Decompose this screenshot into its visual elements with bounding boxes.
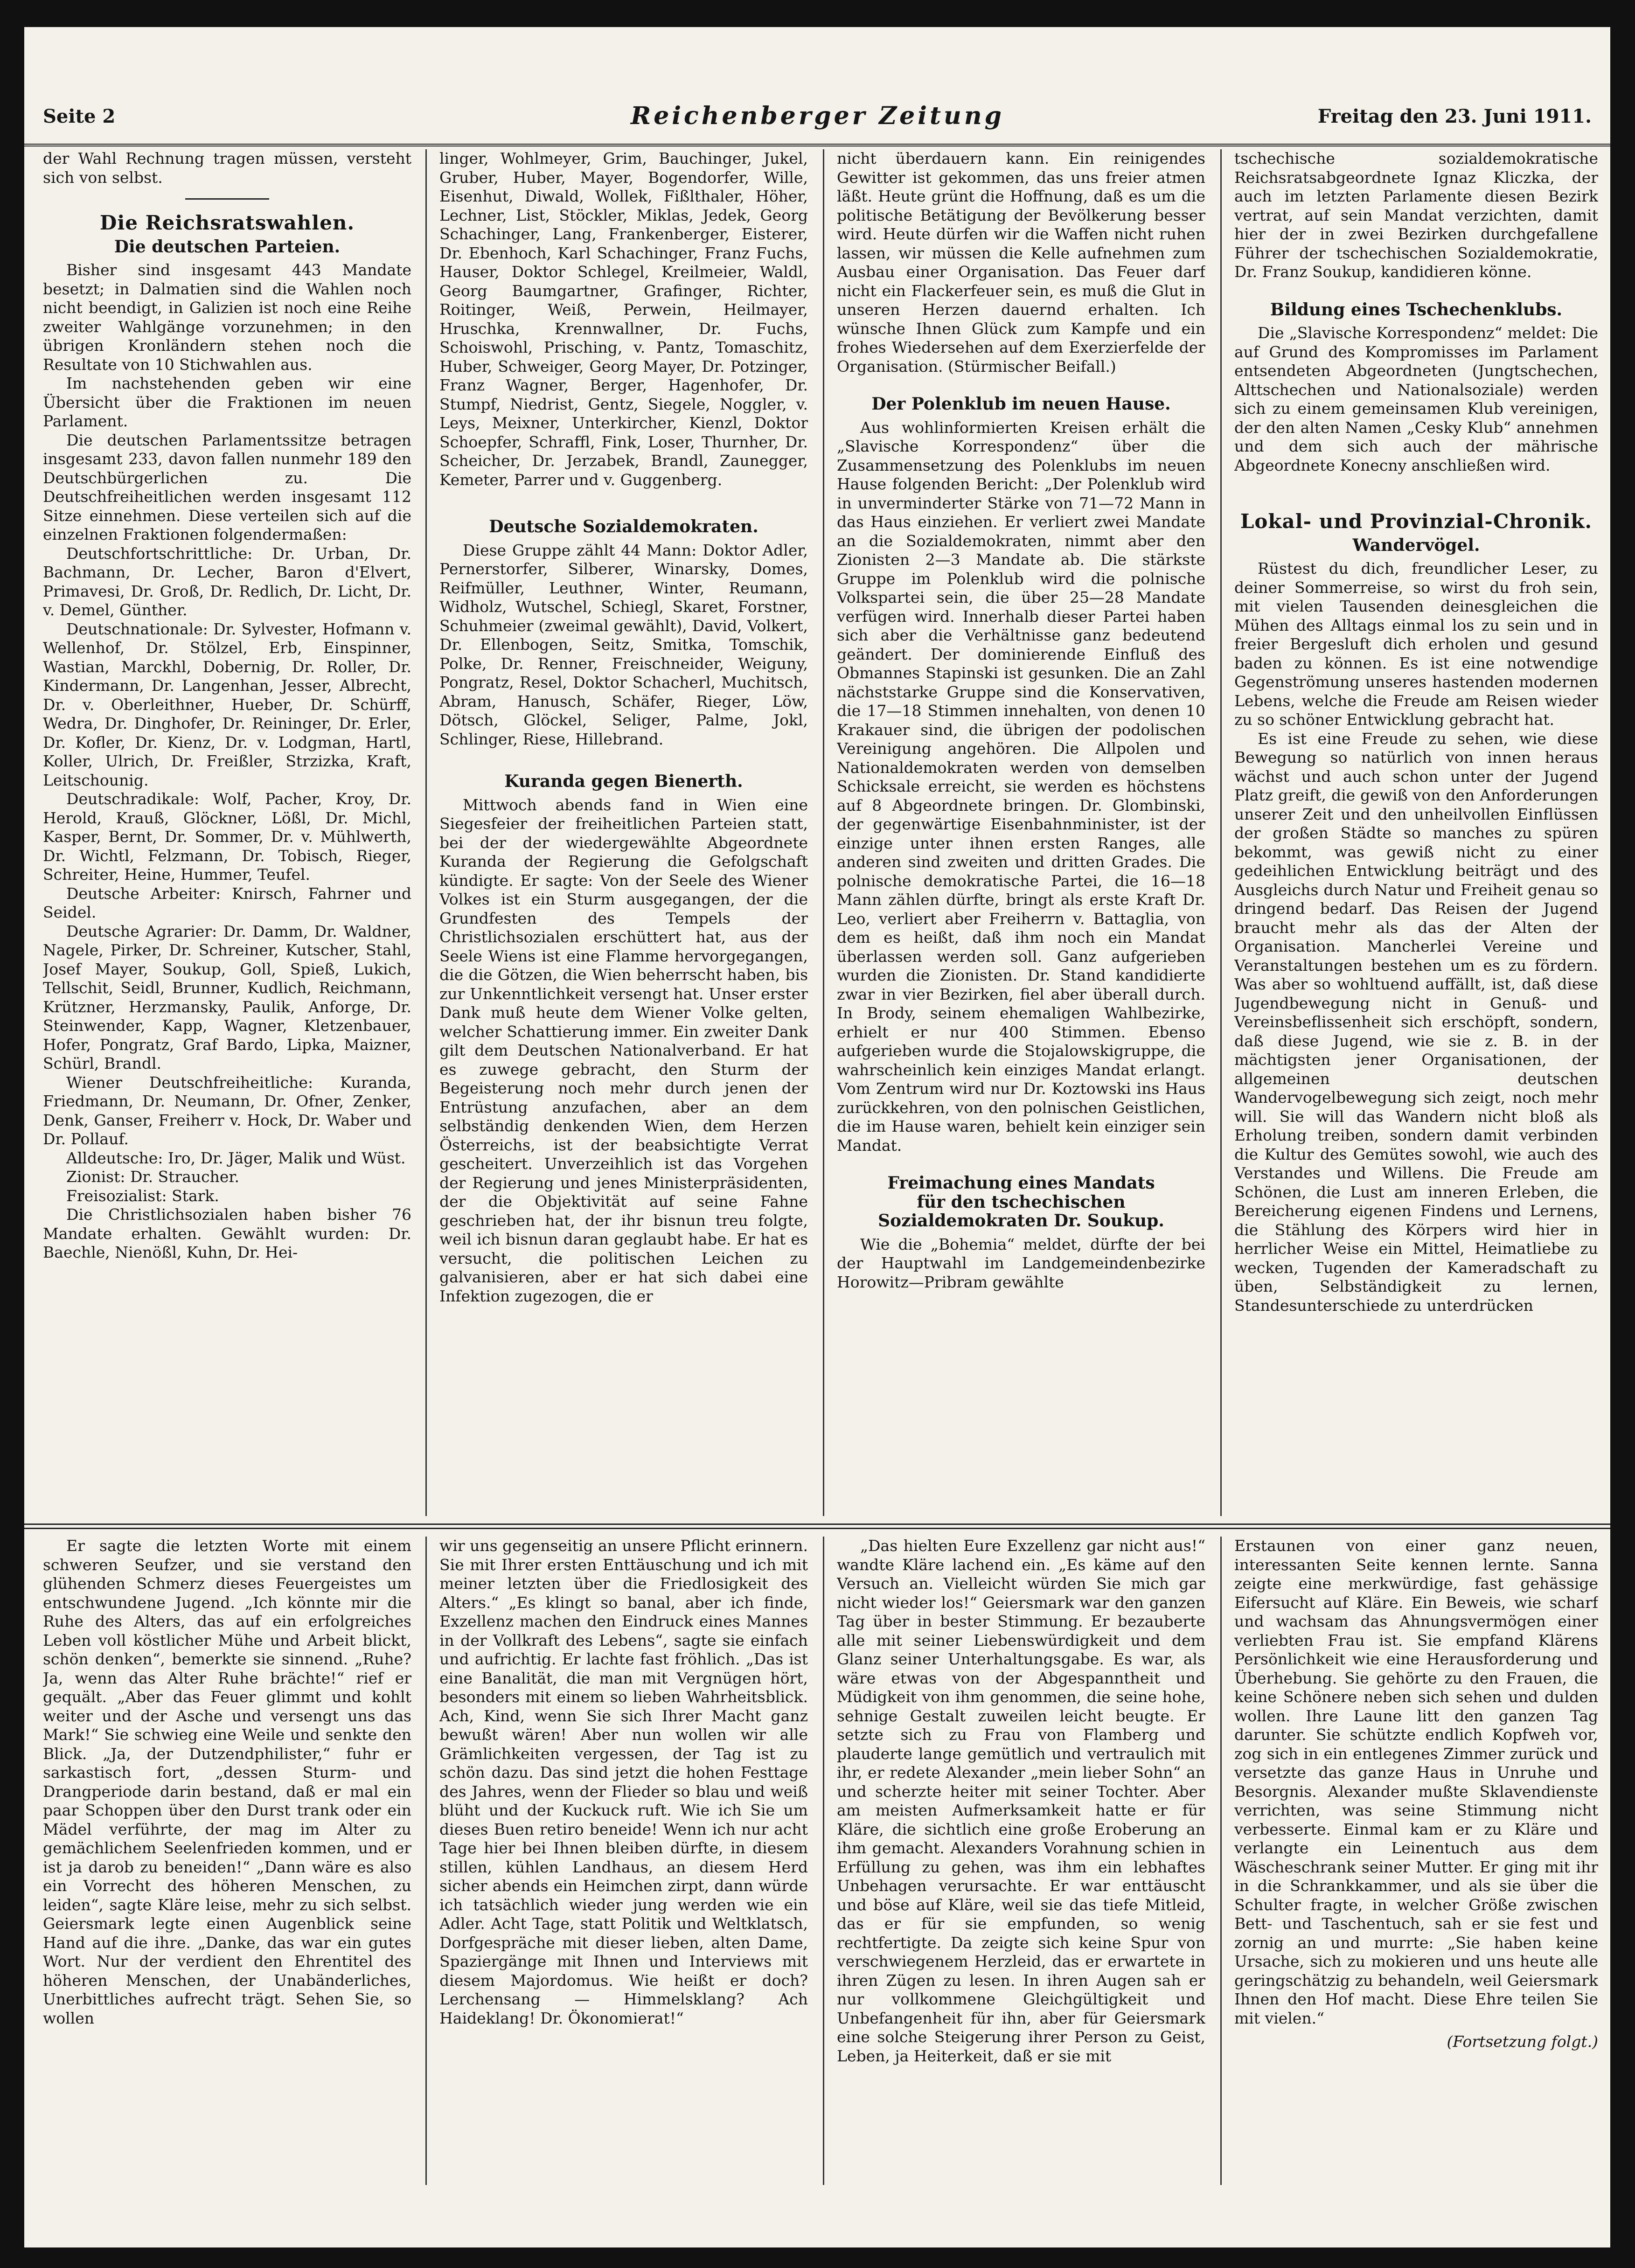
paragraph: Im nachstehenden geben wir eine Übersicht über die Fraktionen im neuen Parlament. xyxy=(43,374,411,430)
section-heading: Kuranda gegen Bienerth. xyxy=(504,772,743,791)
column-rule xyxy=(425,1537,427,2185)
paragraph: Alldeutsche: Iro, Dr. Jäger, Malik und Wüst. xyxy=(66,1148,406,1167)
subsection-heading: Wandervögel. xyxy=(1352,535,1480,555)
section-heading: Freimachung eines Mandats xyxy=(887,1173,1155,1193)
continuation-note: (Fortsetzung folgt.) xyxy=(1447,2032,1598,2051)
subsection-heading: Die deutschen Parteien. xyxy=(114,237,341,257)
column-rule xyxy=(823,149,824,1516)
feuilleton-divider xyxy=(24,1524,1610,1529)
column-1 xyxy=(43,149,411,1516)
paragraph: nicht überdauern kann. Ein reinigendes Gewitter ist gekommen, das uns freier atmen läßt. Heute grünt die Hoffnung, daß es um die politische Betätigung der Bevölkerung besser wird. Heute dürfen wir die Waffen nicht ruhen lassen, wir müssen die Kelle aufnehmen zum Ausbau einer Organisation. Das Feuer darf nicht ein Flackerfeuer sein, es muß die Glut in unseren Herzen dauernd erhalten. Ich wünsche Ihnen Glück zum Kampfe und ein frohes Wiedersehen auf dem Exerzierfelde der Organisation. (Stürmischer Beifall.) xyxy=(837,149,1205,376)
paragraph: Wiener Deutschfreiheitliche: Kuranda, Friedmann, Dr. Neumann, Dr. Ofner, Zenker, Denk, Ganser, Freiherr v. Hock, Dr. Waber und Dr. Pollauf. xyxy=(43,1073,411,1148)
paragraph: Zionist: Dr. Straucher. xyxy=(66,1168,240,1186)
column-4 xyxy=(1234,149,1598,1516)
paragraph: Die Christlichsozialen haben bisher 76 Mandate erhalten. Gewählt wurden: Dr. Baechle, Nienößl, Kuhn, Dr. Hei- xyxy=(43,1205,411,1261)
section-heading: Lokal- und Provinzial-Chronik. xyxy=(1240,510,1593,533)
section-subheading: für den tschechischen Sozialdemokraten Dr. Soukup. xyxy=(878,1192,1164,1231)
column-rule xyxy=(1220,149,1222,1516)
section-heading: Die Reichsratswahlen. xyxy=(99,211,355,234)
feuilleton-column-1 xyxy=(43,1537,411,2185)
column-rule xyxy=(1220,1537,1222,2185)
column-rule xyxy=(425,149,427,1516)
feuilleton-column-3 xyxy=(837,1537,1205,2185)
lead-paragraph: der Wahl Rechnung tragen müssen, versteht sich von selbst. xyxy=(43,149,411,187)
newspaper-title: Reichenberger Zeitung xyxy=(631,102,1004,130)
paragraph: Diese Gruppe zählt 44 Mann: Doktor Adler, Pernerstorfer, Silberer, Winarsky, Domes, Reifmüller, Leuthner, Winter, Reumann, Widholz, Wutschel, Schiegl, Skaret, Forstner, Schuhmeier (zweimal gewählt), David, Volkert, Dr. Ellenbogen, Seitz, Smitka, Tomschik, Polke, Dr. Renner, Freischneider, Weiguny, Pongratz, Resel, Doktor Schacherl, Muchitsch, Abram, Hanusch, Schäfer, Rieger, Löw, Dötsch, Glöckel, Seliger, Palme, Jokl, Schlinger, Riese, Hillebrand. xyxy=(439,541,808,748)
section-heading: Bildung eines Tschechenklubs. xyxy=(1270,299,1563,320)
page-number: Seite 2 xyxy=(43,105,116,127)
paragraph: Aus wohlinformierten Kreisen erhält die „Slavische Korrespondenz“ über die Zusammensetzung des Polenklubs im neuen Hause folgenden Bericht: „Der Polenklub wird in unverminderter Stärke von 71—72 Mann in das Haus einziehen. Er verliert zwei Mandate an die Sozialdemokraten, nimmt aber den Zionisten 2—3 Mandate ab. Die stärkste Gruppe im Polenklub wird die polnische Volkspartei sein, die über 25—28 Mandate verfügen wird. Innerhalb dieser Partei haben sich aber die Verhältnisse ganz bedeutend geändert. Der dominierende Einfluß des Obmannes Stapinski ist gesunken. Die an Zahl nächststarke Gruppe sind die Konservativen, die 17—18 Stimmen innehalten, von denen 10 Krakauer sind, die übrigen der podolischen Vereinigung angehören. Die Allpolen und Nationaldemokraten werden von demselben Schicksale erreicht, sie werden es höchstens auf 8 Abgeordnete bringen. Dr. Glombinski, der gegenwärtige Eisenbahnminister, ist der einzige unter ihnen ersten Ranges, alle anderen sind zweiten und dritten Grades. Die polnische demokratische Partei, die 16—18 Mann zählen dürfte, bringt als erste Kraft Dr. Leo, verliert aber Freiherrn v. Battaglia, von dem es heißt, daß ihm noch ein Mandat überlassen werden soll. Ganz aufgerieben wurden die Zionisten. Dr. Stand kandidierte zwar in vier Bezirken, fiel aber überall durch. In Brody, seinem ehemaligen Wahlbezirke, erhielt er nur 400 Stimmen. Ebenso aufgerieben wurde die Stojalowskigruppe, die wahrscheinlich kein einziges Mandat erlangt. Vom Zentrum wird nur Dr. Koztowski ins Haus zurückkehren, von den polnischen Geistlichen, die im Hause waren, behielt kein einziger sein Mandat. xyxy=(837,418,1205,1155)
paragraph: Die deutschen Parlamentssitze betragen insgesamt 233, davon fallen nunmehr 189 den Deutschbürgerlichen zu. Die Deutschfreiheitlichen werden insgesamt 112 Sitze einnehmen. Diese verteilen sich auf die einzelnen Fraktionen folgendermaßen: xyxy=(43,431,411,543)
newspaper-page xyxy=(24,27,1610,2247)
paragraph: Deutschradikale: Wolf, Pacher, Kroy, Dr. Herold, Krauß, Glöckner, Lößl, Dr. Michl, Kasper, Bernt, Dr. Sommer, Dr. v. Mühlwerth, Dr. Wichtl, Felzmann, Dr. Tobisch, Rieger, Schreiter, Heine, Hummer, Teufel. xyxy=(43,790,411,884)
column-rule xyxy=(823,1537,824,2185)
paragraph: linger, Wohlmeyer, Grim, Bauchinger, Jukel, Gruber, Huber, Mayer, Bogendorfer, Wille, Eisenhut, Diwald, Wollek, Fißlthaler, Höher, Lechner, List, Stöckler, Miklas, Jedek, Georg Schachinger, Lang, Frankenberger, Eisterer, Dr. Ebenhoch, Karl Schachinger, Franz Fuchs, Hauser, Doktor Schlegel, Kreilmeier, Waldl, Georg Baumgartner, Grafinger, Richter, Roitinger, Weiß, Perwein, Heilmayer, Hruschka, Krennwallner, Dr. Fuchs, Schoiswohl, Prisching, v. Pantz, Tomaschitz, Huber, Schweiger, Georg Mayer, Dr. Potzinger, Franz Wagner, Berger, Hagenhofer, Dr. Stumpf, Niedrist, Gentz, Siegele, Noggler, v. Leys, Meixner, Unterkircher, Kienzl, Doktor Schoepfer, Schraffl, Fink, Loser, Thurnher, Dr. Scheicher, Dr. Jerzabek, Brandl, Zaunegger, Kemeter, Parrer und v. Guggenberg. xyxy=(439,149,808,489)
paragraph: Deutschnationale: Dr. Sylvester, Hofmann v. Wellenhof, Dr. Stölzel, Erb, Einspinner, Wastian, Marckhl, Dobernig, Dr. Roller, Dr. Kindermann, Dr. Langenhan, Jesser, Albrecht, Dr. v. Oberleithner, Hueber, Dr. Schürff, Wedra, Dr. Dinghofer, Dr. Reininger, Dr. Erler, Dr. Kofler, Dr. Kienz, Dr. v. Lodgman, Hartl, Koller, Ulrich, Dr. Freißler, Strzizka, Kraft, Leitschounig. xyxy=(43,619,411,789)
paragraph: wir uns gegenseitig an unsere Pflicht erinnern. Sie mit Ihrer ersten Enttäuschung und ich mit meiner letzten über die Friedlosigkeit des Alters.“ „Es klingt so banal, aber ich finde, Exzellenz machen den Eindruck eines Mannes in der Vollkraft des Lebens“, sagte sie einfach und aufrichtig. Er lachte fast fröhlich. „Das ist eine Banalität, die man mit Vergnügen hört, besonders mit einem so lieben Wahrheitsblick. Ach, Kind, wenn Sie sich Ihrer Macht ganz bewußt wären! Aber nun wollen wir alle Grämlichkeiten vergessen, der Tag ist zu schön dazu. Das sind jetzt die hohen Festtage des Jahres, wenn der Flieder so blau und weiß blüht und der Kuckuck ruft. Wie ich Sie um dieses Buen retiro beneide! Wenn ich nur acht Tage hier bei Ihnen bleiben dürfte, in diesem stillen, kühlen Landhaus, an diesem Herd sicher abends ein Heimchen zirpt, dann würde ich tatsächlich wieder jung werden wie ein Adler. Acht Tage, statt Politik und Weltklatsch, Dorfgespräche mit dieser lieben, alten Dame, Spaziergänge mit Ihnen und Interviews mit diesem Majordomus. Wie heißt er doch? Lerchensang — Himmelsklang? Ach Haideklang! Dr. Ökonomierat!“ xyxy=(439,1537,808,2027)
paragraph: Die „Slavische Korrespondenz“ meldet: Die auf Grund des Kompromisses im Parlament entsendeten Abgeordneten (Jungtschechen, Alttschechen und Nationalsoziale) werden sich zu einem gemeinsamen Klub vereinigen, der den alten Namen „Cesky Klub“ annehmen und dem sich auch der mährische Abgeordnete Konecny anschließen wird. xyxy=(1234,324,1598,474)
issue-date: Freitag den 23. Juni 1911. xyxy=(1317,105,1592,127)
paragraph: Rüstest du dich, freundlicher Leser, zu deiner Sommerreise, so wirst du froh sein, mit vielen Tausenden deinesgleichen die Mühen des Alltags einmal los zu sein und in freier Bergesluft dich erholen und gesund baden zu können. Es ist eine notwendige Gegenströmung unseres hastenden modernen Lebens, welche die Freude am Reisen wieder zu so schöner Entwicklung gebracht hat. xyxy=(1234,559,1598,729)
paragraph: Deutschfortschrittliche: Dr. Urban, Dr. Bachmann, Dr. Lecher, Baron d'Elvert, Primavesi, Dr. Groß, Dr. Redlich, Dr. Licht, Dr. v. Demel, Günther. xyxy=(43,544,411,619)
paragraph: tschechische sozialdemokratische Reichsratsabgeordnete Ignaz Kliczka, der auch im letzten Parlamente diesen Bezirk vertrat, auf sein Mandat verzichten, damit hier der in zwei Bezirken durchgefallene Führer der tschechischen Sozialdemokratie, Dr. Franz Soukup, kandidieren könne. xyxy=(1234,149,1598,281)
paragraph: Deutsche Agrarier: Dr. Damm, Dr. Waldner, Nagele, Pirker, Dr. Schreiner, Kutscher, Stahl, Josef Mayer, Soukup, Goll, Spieß, Lukich, Tellschit, Seidl, Brunner, Kudlich, Reichmann, Krützner, Herzmansky, Paulik, Anforge, Dr. Steinwender, Kapp, Wagner, Kletzenbauer, Hofer, Pongratz, Graf Bardo, Lipka, Maizner, Schürl, Brandl. xyxy=(43,922,411,1072)
paragraph: Mittwoch abends fand in Wien eine Siegesfeier der freiheitlichen Parteien statt, bei der der wiedergewählte Abgeordnete Kuranda der Regierung die Gefolgschaft kündigte. Er sagte: Von der Seele des Wiener Volkes ist ein Sturm ausgegangen, der die Grundfesten des Tempels der Christlichsozialen erschüttert hat, aus der Seele Wiens ist eine Flamme hervorgegangen, die die Götzen, die Wien beherrscht haben, bis zur Unkenntlichkeit versengt hat. Unser erster Dank muß heute dem Wiener Volke gelten, welcher Schattierung immer. Ein zweiter Dank gilt dem Deutschen Nationalverband. Er hat es zuwege gebracht, den Sturm der Begeisterung noch mehr durch jenen der Entrüstung anzufachen, aber an dem selbständig denkenden Wien, dem Herzen Österreichs, ist der beabsichtigte Verrat gescheitert. Unverzeihlich ist das Vorgehen der Regierung und jenes Ministerpräsidenten, der die Objektivität auf seine Fahne geschrieben hat, der ihr bisnun treu folgte, weil ich bisnun daran geglaubt habe. Er hat es versucht, die politischen Leichen zu galvanisieren, aber er hat sich dabei eine Infektion zugezogen, die er xyxy=(439,795,808,1305)
section-heading: Deutsche Sozialdemokraten. xyxy=(489,517,758,536)
feuilleton-column-4 xyxy=(1234,1537,1598,2185)
paragraph: Wie die „Bohemia“ meldet, dürfte der bei der Hauptwahl im Landgemeindenbezirke Horowitz—Pribram gewählte xyxy=(837,1235,1205,1291)
masthead xyxy=(24,27,1610,146)
column-2 xyxy=(439,149,808,1516)
paragraph: Bisher sind insgesamt 443 Mandate besetzt; in Dalmatien sind die Wahlen noch nicht beendigt, in Galizien ist noch eine Reihe zweiter Wahlgänge vorzunehmen; in den übrigen Kronländern stehen noch die Resultate von 10 Stichwahlen aus. xyxy=(43,261,411,374)
feuilleton-column-2 xyxy=(439,1537,808,2185)
paragraph: Er sagte die letzten Worte mit einem schweren Seufzer, und sie verstand den glühenden Schmerz dieses Feuergeistes um entschwundene Jugend. „Ich könnte mir die Ruhe des Alters, das auf ein erfolgreiches Leben voll köstlicher Mühe und Arbeit blickt, schön denken“, bemerkte sie sinnend. „Ruhe? Ja, wenn das Alter Ruhe brächte!“ rief er gequält. „Aber das Feuer glimmt und kohlt weiter und der Asche und versengt uns das Mark!“ Sie schwieg eine Weile und senkte den Blick. „Ja, der Dutzendphilister,“ fuhr er sarkastisch fort, „dessen Sturm- und Drangperiode darin bestand, daß er mal ein paar Schoppen über den Durst trank oder ein Mädel verführte, der mag im Alter zu gemächlichem Seelenfrieden kommen, und er ist ja darob zu beneiden!“ „Dann wäre es also ein Vorrecht des höheren Menschen, zu leiden“, sagte Kläre leise, mehr zu sich selbst. Geiersmark legte einen Augenblick seine Hand auf die ihre. „Danke, das war ein gutes Wort. Nur der verdient den Ehrentitel des höheren Menschen, der Unabänderliches, Unerbittliches aufrecht trägt. Sehen Sie, so wollen xyxy=(43,1537,411,2027)
paragraph: Es ist eine Freude zu sehen, wie diese Bewegung so natürlich von innen heraus wächst und auch schon unter der Jugend Platz greift, die gewiß von den Anforderungen unserer Zeit und den unheilvollen Einflüssen der großen Städte so manches zu spüren bekommt, was gewiß nicht zu einer gedeihlichen Entwicklung beiträgt und des Ausgleichs durch Natur und Freiheit genau so dringend bedarf. Das Reisen der Jugend braucht mehr als das der Alten der Organisation. Mancherlei Vereine und Veranstaltungen bestehen um es zu fördern. Was aber so wohltuend auffällt, ist, daß diese Jugendbewegung nicht in Genuß- und Vereinsbeflissenheit sich erschöpft, sondern, daß diese Jugend, wie sie z. B. in der mächtigsten jener Organisationen, der allgemeinen deutschen Wandervogelbewegung sich zeigt, noch mehr will. Sie will das Wandern nicht bloß als Erholung treiben, sondern damit verbinden die Kultur des Gemütes sowohl, wie auch des Verstandes und Willens. Die Freude am Schönen, die Lust am inneren Erleben, die Bereicherung eigenen Findens und Lernens, die Stählung des Körpers wird hier in herrlicher Weise ein Mittel, Heimatliebe zu wecken, Tugenden der Kameradschaft zu üben, Selbständigkeit zu lernen, Standesunterschiede zu unterdrücken xyxy=(1234,729,1598,1315)
column-3 xyxy=(837,149,1205,1516)
separator xyxy=(185,198,269,200)
paragraph: Deutsche Arbeiter: Knirsch, Fahrner und Seidel. xyxy=(43,884,411,921)
paragraph: „Das hielten Eure Exzellenz gar nicht aus!“ wandte Kläre lachend ein. „Es käme auf den Versuch an. Vielleicht würden Sie mich gar nicht wieder los!“ Geiersmark war den ganzen Tag über in bester Stimmung. Er bezauberte alle mit seiner Liebenswürdigkeit und dem Glanz seiner Unterhaltungsgabe. Es war, als wäre etwas von der Abgespanntheit und Müdigkeit von ihm genommen, die seine hohe, sehnige Gestalt zuweilen leicht beugte. Er setzte sich zu Frau von Flamberg und plauderte lange gemütlich und vertraulich mit ihr, er redete Alexander „mein lieber Sohn“ an und scherzte heiter mit seiner Tochter. Aber am meisten Aufmerksamkeit hatte er für Kläre, die sichtlich eine große Eroberung an ihm gemacht. Alexanders Vorahnung schien in Erfüllung zu gehen, was ihm ein lebhaftes Unbehagen verursachte. Er war enttäuscht und böse auf Kläre, weil sie das tiefe Mitleid, das er für sie empfunden, so wenig rechtfertigte. Da zeigte sich keine Spur von verschwiegenem Herzleid, das er erwartete in ihren Zügen zu lesen. In ihren Augen sah er nur vollkommene Gleichgültigkeit und Unbefangenheit für ihn, aber für Geiersmark eine solche Steigerung ihrer Person zu Geist, Leben, ja Heiterkeit, daß er sie mit xyxy=(837,1537,1205,2065)
paragraph: Freisozialist: Stark. xyxy=(66,1186,219,1205)
paragraph: Erstaunen von einer ganz neuen, interessanten Seite kennen lernte. Sanna zeigte eine merkwürdige, fast gehässige Eifersucht auf Kläre. Ein Beweis, wie scharf und wachsam das Ahnungsvermögen einer verliebten Frau ist. Sie empfand Klärens Persönlichkeit wie eine Herausforderung und Überhebung. Sie gehörte zu den Frauen, die keine Schönere neben sich sehen und dulden wollen. Ihre Laune litt den ganzen Tag darunter. Sie schützte endlich Kopfweh vor, zog sich in ein entlegenes Zimmer zurück und versetzte das ganze Haus in Unruhe und Besorgnis. Alexander mußte Sklavendienste verrichten, was seine Stimmung nicht verbesserte. Einmal kam er zu Kläre und verlangte ein Leinentuch aus dem Wäscheschrank seiner Mutter. Er ging mit ihr in die Schrankkammer, und als sie über die Schulter fragte, in welcher Größe zwischen Bett- und Taschentuch, sah er sie fest und zornig an und murrte: „Sie haben keine Ursache, sich zu mokieren und uns heute alle geringschätzig zu behandeln, weil Geiersmark Ihnen den Hof macht. Diese Ehre teilen Sie mit vielen.“ xyxy=(1234,1537,1598,2027)
section-heading: Der Polenklub im neuen Hause. xyxy=(871,394,1171,414)
